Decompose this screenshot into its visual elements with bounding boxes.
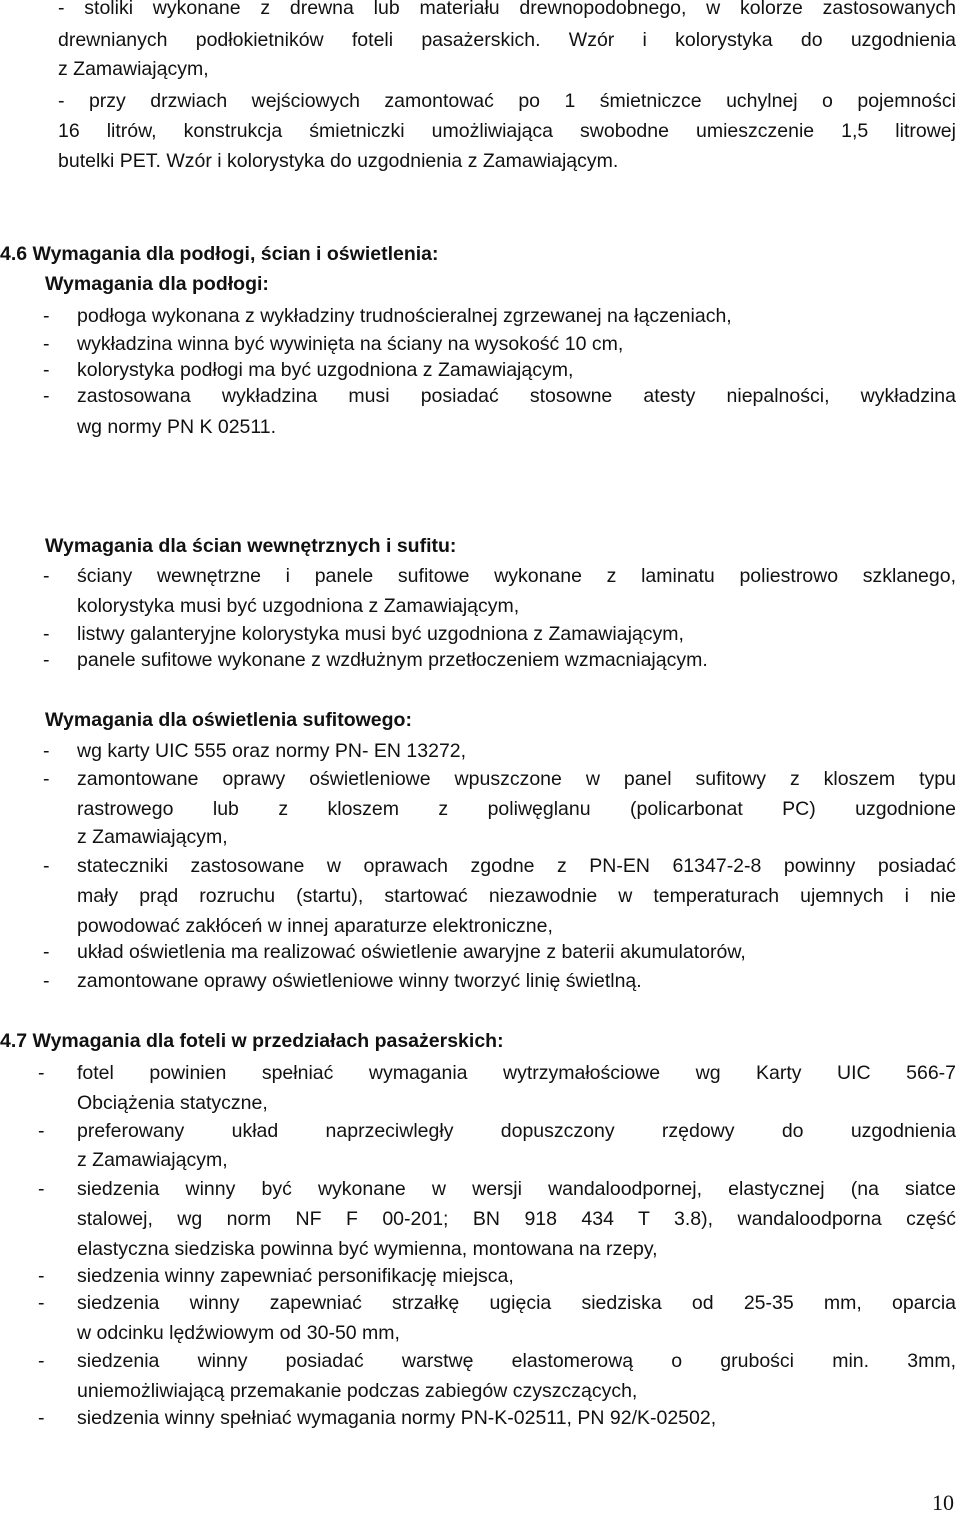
- list-dash: -: [38, 1062, 45, 1084]
- intro-line: z Zamawiającym,: [58, 58, 209, 80]
- list-item: układ oświetlenia ma realizować oświetlenie awaryjne z baterii akumulatorów,: [77, 941, 746, 963]
- list-dash: -: [43, 565, 50, 587]
- list-item: fotel powinien spełniać wymagania wytrzymałościowe wg Karty UIC 566-7: [77, 1062, 956, 1084]
- list-item-continuation: Obciążenia statyczne,: [77, 1092, 268, 1114]
- list-item: wykładzina winna być wywinięta na ściany na wysokość 10 cm,: [77, 333, 624, 355]
- list-item-continuation: elastyczna siedziska powinna być wymienna, montowana na rzepy,: [77, 1238, 658, 1260]
- list-item: wg karty UIC 555 oraz normy PN- EN 13272,: [77, 740, 467, 762]
- list-dash: -: [43, 305, 50, 327]
- list-dash: -: [43, 333, 50, 355]
- list-item: listwy galanteryjne kolorystyka musi być uzgodniona z Zamawiającym,: [77, 623, 684, 645]
- list-dash: -: [38, 1120, 45, 1142]
- list-dash: -: [43, 359, 50, 381]
- list-item: siedzenia winny zapewniać personifikację miejsca,: [77, 1265, 514, 1287]
- section-heading-4-7: 4.7 Wymagania dla foteli w przedziałach pasażerskich:: [0, 1030, 504, 1052]
- section-heading-4-6: 4.6 Wymagania dla podłogi, ścian i oświetlenia:: [0, 243, 439, 265]
- list-item: siedzenia winny zapewniać strzałkę ugięcia siedziska od 25-35 mm, oparcia: [77, 1292, 956, 1314]
- list-dash: -: [43, 855, 50, 877]
- intro-line: butelki PET. Wzór i kolorystyka do uzgodnienia z Zamawiającym.: [58, 150, 619, 172]
- list-dash: -: [38, 1292, 45, 1314]
- list-item-continuation: uniemożliwiającą przemakanie podczas zabiegów czyszczących,: [77, 1380, 638, 1402]
- list-item-continuation: kolorystyka musi być uzgodniona z Zamawiającym,: [77, 595, 520, 617]
- list-dash: -: [43, 740, 50, 762]
- list-dash: -: [38, 1178, 45, 1200]
- list-item-continuation: stalowej, wg norm NF F 00-201; BN 918 434 T 3.8), wandaloodporna część: [77, 1208, 956, 1230]
- list-item: ściany wewnętrzne i panele sufitowe wykonane z laminatu poliestrowo szklanego,: [77, 565, 956, 587]
- list-item: podłoga wykonana z wykładziny trudnościeralnej zgrzewanej na łączeniach,: [77, 305, 732, 327]
- floor-heading: Wymagania dla podłogi:: [45, 273, 269, 295]
- list-item-continuation: wg normy PN K 02511.: [77, 416, 277, 438]
- list-item-continuation: w odcinku lędźwiowym od 30-50 mm,: [77, 1322, 400, 1344]
- list-item: preferowany układ naprzeciwległy dopuszczony rzędowy do uzgodnienia: [77, 1120, 956, 1142]
- list-dash: -: [38, 1265, 45, 1287]
- list-item-continuation: z Zamawiającym,: [77, 826, 228, 848]
- intro-line: 16 litrów, konstrukcja śmietniczki umożliwiająca swobodne umieszczenie 1,5 litrowej: [58, 120, 956, 142]
- list-dash: -: [43, 970, 50, 992]
- list-item: siedzenia winny posiadać warstwę elastomerową o grubości min. 3mm,: [77, 1350, 956, 1372]
- walls-heading: Wymagania dla ścian wewnętrznych i sufitu:: [45, 535, 457, 557]
- list-dash: -: [43, 649, 50, 671]
- list-item-continuation: rastrowego lub z kloszem z poliwęglanu (policarbonat PC) uzgodnione: [77, 798, 956, 820]
- page-number: 10: [932, 1490, 954, 1515]
- list-dash: -: [43, 623, 50, 645]
- intro-line: - przy drzwiach wejściowych zamontować po 1 śmietniczce uchylnej o pojemności: [58, 90, 956, 112]
- list-item-continuation: mały prąd rozruchu (startu), startować niezawodnie w temperaturach ujemnych i nie: [77, 885, 956, 907]
- list-item: zastosowana wykładzina musi posiadać stosowne atesty niepalności, wykładzina: [77, 385, 956, 407]
- list-item: zamontowane oprawy oświetleniowe winny tworzyć linię świetlną.: [77, 970, 642, 992]
- list-item: kolorystyka podłogi ma być uzgodniona z Zamawiającym,: [77, 359, 574, 381]
- list-item-continuation: z Zamawiającym,: [77, 1149, 228, 1171]
- list-dash: -: [38, 1407, 45, 1429]
- list-item: siedzenia winny spełniać wymagania normy PN-K-02511, PN 92/K-02502,: [77, 1407, 717, 1429]
- list-dash: -: [38, 1350, 45, 1372]
- intro-line: drewnianych podłokietników foteli pasażerskich. Wzór i kolorystyka do uzgodnienia: [58, 29, 956, 51]
- list-item: siedzenia winny być wykonane w wersji wandaloodpornej, elastycznej (na siatce: [77, 1178, 956, 1200]
- list-item: stateczniki zastosowane w oprawach zgodne z PN-EN 61347-2-8 powinny posiadać: [77, 855, 956, 877]
- list-dash: -: [43, 941, 50, 963]
- list-dash: -: [43, 768, 50, 790]
- list-item-continuation: powodować zakłóceń w innej aparaturze elektroniczne,: [77, 915, 553, 937]
- list-item: zamontowane oprawy oświetleniowe wpuszczone w panel sufitowy z kloszem typu: [77, 768, 956, 790]
- list-dash: -: [43, 385, 50, 407]
- list-item: panele sufitowe wykonane z wzdłużnym przetłoczeniem wzmacniającym.: [77, 649, 708, 671]
- lighting-heading: Wymagania dla oświetlenia sufitowego:: [45, 709, 412, 731]
- intro-line: - stoliki wykonane z drewna lub materiału drewnopodobnego, w kolorze zastosowanych: [58, 0, 956, 19]
